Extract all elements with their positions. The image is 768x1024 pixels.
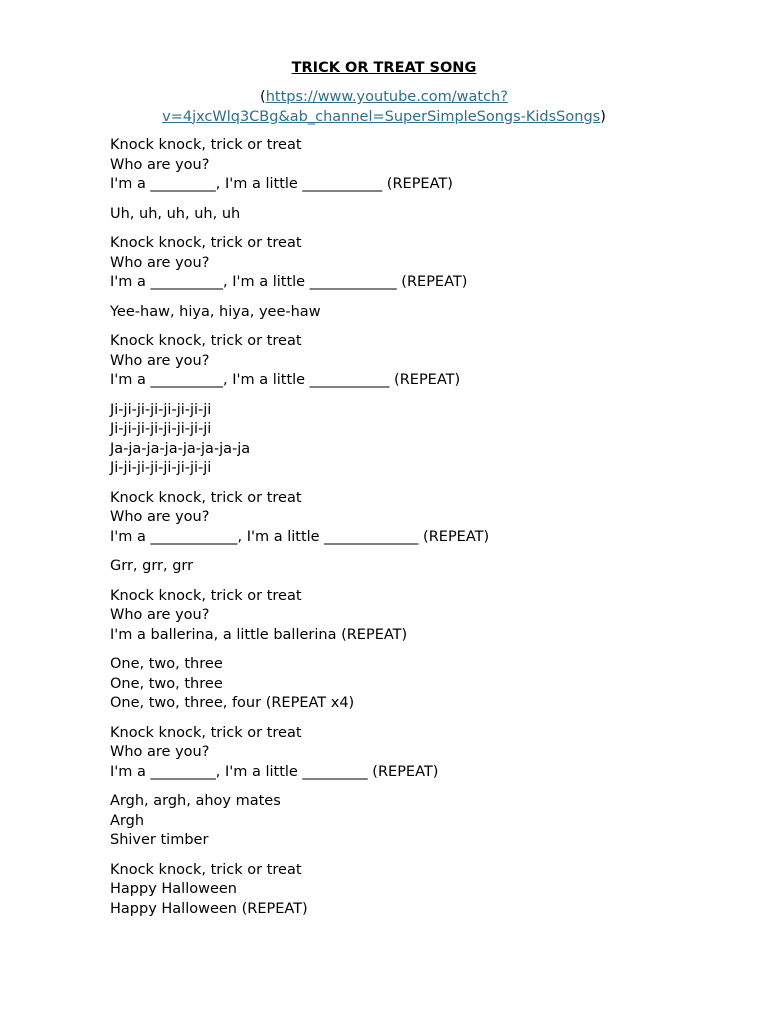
stanza [110,792,730,851]
lyric-line: Knock knock, trick or treat [110,137,302,153]
lyric-line: One, two, three, four (REPEAT x4) [110,695,355,711]
lyric-line: Ji-ji-ji-ji-ji-ji-ji-ji [110,401,212,418]
source-open-paren: ( [260,89,266,105]
lyric-line: Ji-ji-ji-ji-ji-ji-ji-ji [110,421,212,437]
lyric-line: Knock knock, trick or treat [110,333,302,349]
lyric-line: One, two, three [110,675,223,692]
lyric-line: I'm a _________, I'm a little _________ (REPEAT) [110,763,439,780]
source-link[interactable] [162,89,600,125]
lyric-line: Who are you? [110,156,210,173]
lyric-line: Happy Halloween [110,881,237,897]
lyric-line: Who are you? [110,607,210,623]
stanza [110,655,730,714]
lyric-line: Who are you? [110,744,210,760]
lyric-line: I'm a ____________, I'm a little _____________ (REPEAT) [110,528,490,545]
lyric-line: Shiver timber [110,832,209,848]
lyric-line: Yee-haw, hiya, hiya, yee-haw [110,303,321,320]
lyric-line: Uh, uh, uh, uh, uh [110,205,241,222]
source-reference [0,88,768,127]
lyric-line: Knock knock, trick or treat [110,861,302,878]
lyric-line: I'm a __________, I'm a little ___________ (REPEAT) [110,372,461,388]
lyric-line: Knock knock, trick or treat [110,587,302,604]
source-link-line-2: v=4jxcWlq3CBg&ab_channel=SuperSimpleSongs-KidsSongs [162,108,601,125]
source-link-line-1: https://www.youtube.com/watch? [265,89,508,105]
lyric-line: I'm a ballerina, a little ballerina (REPEAT) [110,626,408,643]
lyric-line: Knock knock, trick or treat [110,489,302,506]
lyric-line: Who are you? [110,509,210,525]
lyric-line: Knock knock, trick or treat [110,724,302,741]
lyric-line: One, two, three [110,656,223,672]
stanza [110,205,730,225]
stanza [110,136,730,195]
lyric-line: Knock knock, trick or treat [110,235,302,251]
stanza [110,724,730,783]
lyric-line: Happy Halloween (REPEAT) [110,900,308,917]
stanza [110,861,730,920]
lyric-line: Ji-ji-ji-ji-ji-ji-ji-ji [110,460,212,476]
lyrics-body [110,136,730,929]
stanza [110,332,730,391]
lyric-line: Argh, argh, ahoy mates [110,793,281,809]
lyric-line: I'm a __________, I'm a little ____________ (REPEAT) [110,274,468,290]
stanza [110,557,730,577]
lyric-line: Who are you? [110,352,210,369]
stanza [110,234,730,293]
stanza [110,303,730,323]
lyric-line: I'm a _________, I'm a little ___________ (REPEAT) [110,176,453,192]
stanza [110,489,730,548]
source-close-paren: ) [600,108,606,125]
lyric-line: Argh [110,812,145,829]
stanza [110,401,730,479]
lyric-line: Ja-ja-ja-ja-ja-ja-ja-ja [110,440,251,457]
lyric-line: Who are you? [110,254,210,271]
stanza [110,587,730,646]
lyric-line: Grr, grr, grr [110,558,194,574]
page-title: TRICK OR TREAT SONG [291,60,477,76]
